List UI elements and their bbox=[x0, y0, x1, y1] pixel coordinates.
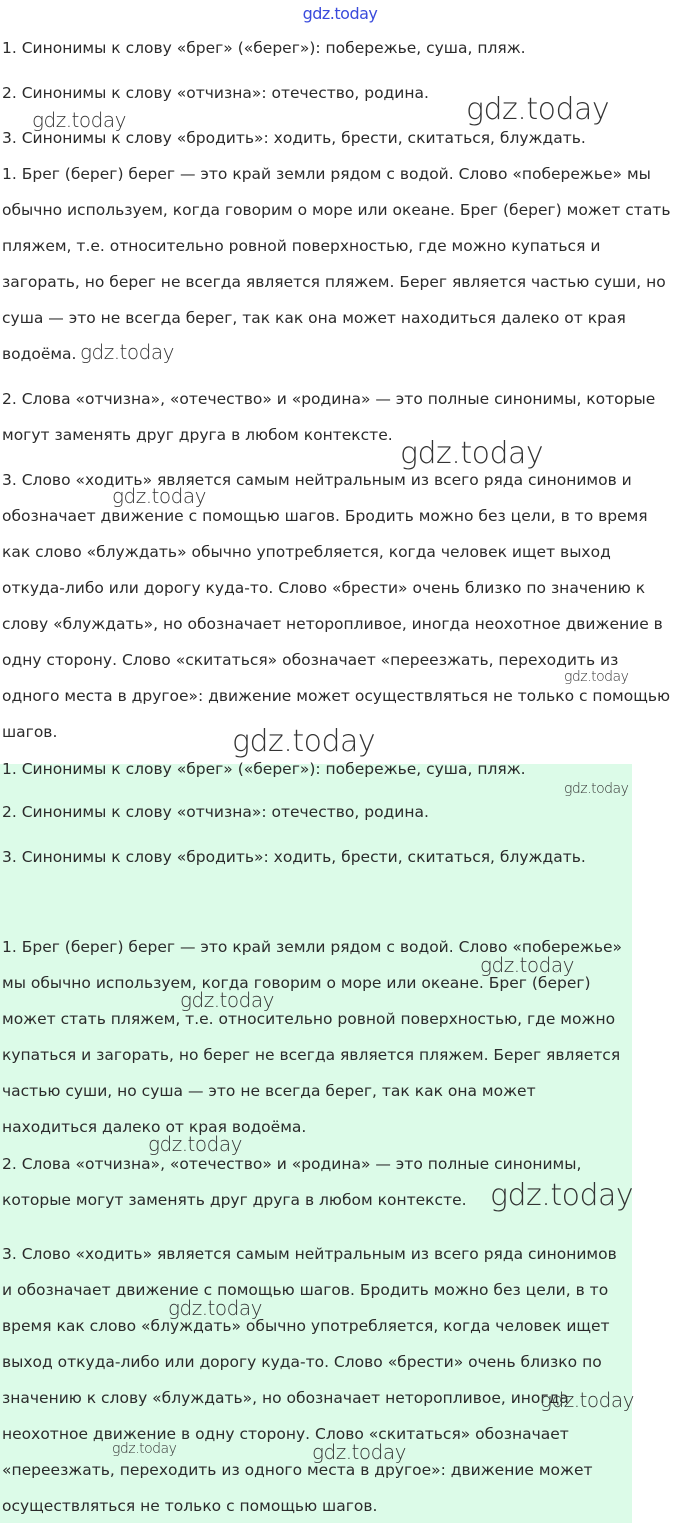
watermark: gdz.today bbox=[564, 781, 629, 797]
synonyms-breg: 1. Синонимы к слову «брег» («берег»): побережье, суша, пляж. bbox=[2, 39, 526, 57]
watermark: gdz.today bbox=[112, 484, 206, 508]
watermark: gdz.today bbox=[312, 1440, 406, 1464]
watermark: gdz.today bbox=[112, 1441, 177, 1457]
explanation-brodit: 3. Слово «ходить» является самым нейтральным из всего ряда синонимов и обозначает движение с помощью шагов. Бродить можно без цели, в то время как слово «блуждать» обычно употребляется, когда человек ищет выход откуда-либо или дорогу куда-то. Слово «брести» очень близко по значению к слову «блуждать», но обозначает неторопливое, иногда неохотное движение в одну сторону. Слово «скитаться» обозначает «переезжать, переходить из одного места в другое»: движение может осуществляться не только с помощью шагов. bbox=[2, 471, 671, 741]
synonyms-breg: 1. Синонимы к слову «брег» («берег»): побережье, суша, пляж. bbox=[2, 760, 526, 778]
watermark: gdz.today bbox=[32, 108, 126, 132]
watermark: gdz.today bbox=[540, 1388, 634, 1412]
watermark: gdz.today bbox=[400, 436, 544, 471]
watermark: gdz.today bbox=[480, 953, 574, 977]
site-header-logo[interactable]: gdz.today bbox=[302, 4, 378, 23]
explanation-brodit: 3. Слово «ходить» является самым нейтральным из всего ряда синонимов и обозначает движение с помощью шагов. Бродить можно без цели, в то время как слово «блуждать» обычно употребляется, когда человек ищет выход откуда-либо или дорогу куда-то. Слово «брести» очень близко по значению к слову «блуждать», но обозначает неторопливое, иногда неохотное движение в одну сторону. Слово «скитаться» обозначает «переезжать, переходить из одного места в другое»: движение может осуществляться не только с помощью шагов. bbox=[2, 1245, 617, 1515]
watermark: gdz.today bbox=[80, 340, 174, 364]
watermark: gdz.today bbox=[564, 669, 629, 685]
watermark: gdz.today bbox=[180, 988, 274, 1012]
explanation-otchizna: 2. Слова «отчизна», «отечество» и «родина» — это полные синонимы, которые могут заменять друг друга в любом контексте. bbox=[2, 390, 656, 444]
watermark: gdz.today bbox=[490, 1178, 634, 1213]
watermark: gdz.today bbox=[232, 724, 376, 759]
explanation-breg: 1. Брег (берег) берег — это край земли рядом с водой. Слово «побережье» мы обычно используем, когда говорим о море или океане. Брег (берег) может стать пляжем, т.е. относительно ровной поверхностью, где можно купаться и загорать, но берег не всегда является пляжем. Берег является частью суши, но суша — это не всегда берег, так как она может находиться далеко от края водоёма. bbox=[2, 938, 623, 1136]
watermark: gdz.today bbox=[168, 1296, 262, 1320]
explanation-otchizna: 2. Слова «отчизна», «отечество» и «родина» — это полные синонимы, которые могут заменять друг друга в любом контексте. bbox=[2, 1155, 582, 1209]
synonyms-otchizna: 2. Синонимы к слову «отчизна»: отечество, родина. bbox=[2, 84, 429, 102]
watermark: gdz.today bbox=[148, 1132, 242, 1156]
synonyms-brodit: 3. Синонимы к слову «бродить»: ходить, брести, скитаться, блуждать. bbox=[2, 848, 586, 866]
explanation-breg: 1. Брег (берег) берег — это край земли рядом с водой. Слово «побережье» мы обычно используем, когда говорим о море или океане. Брег (берег) может стать пляжем, т.е. относительно ровной поверхностью, где можно купаться и загорать, но берег не всегда является пляжем. Берег является частью суши, но суша — это не всегда берег, так как она может находиться далеко от края водоёма. bbox=[2, 165, 671, 363]
synonyms-brodit: 3. Синонимы к слову «бродить»: ходить, брести, скитаться, блуждать. bbox=[2, 129, 586, 147]
answer-block-highlighted bbox=[0, 760, 632, 1523]
synonyms-otchizna: 2. Синонимы к слову «отчизна»: отечество, родина. bbox=[2, 803, 429, 821]
watermark: gdz.today bbox=[466, 92, 610, 127]
